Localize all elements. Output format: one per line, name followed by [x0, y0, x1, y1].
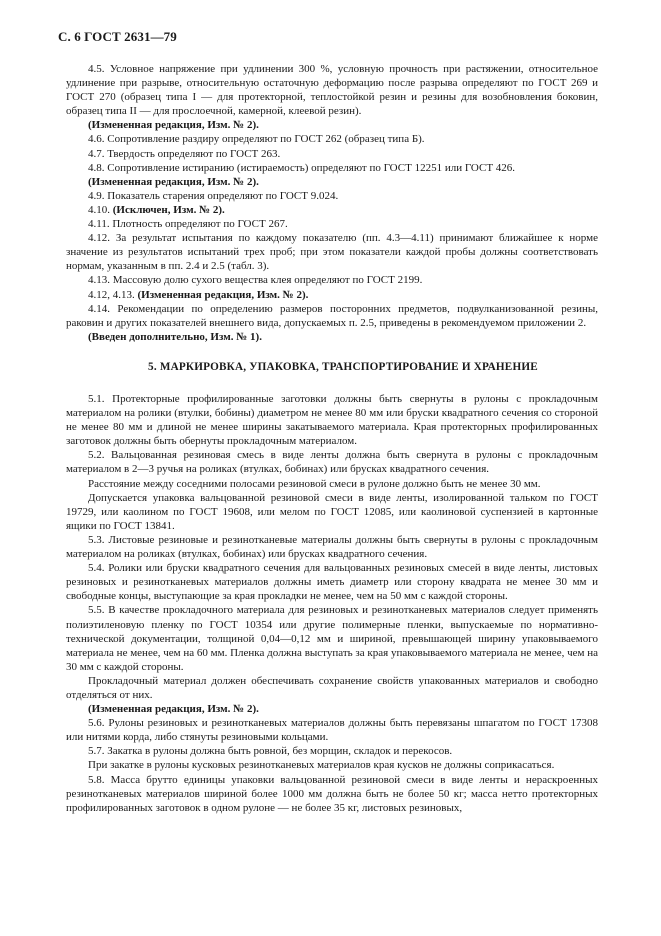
paragraph-4-13: 4.13. Массовую долю сухого вещества клея определяют по ГОСТ 2199. — [88, 274, 423, 287]
paragraph-5-2-allowed: Допускается упаковка вальцованной резиновой смеси в виде ленты, изолированной тальком по ГОСТ 19729, или каолином по ГОСТ 19608, или мелом по ГОСТ 12085, или каолиновой суспензией в картонные ящики по ГОСТ 13841. — [66, 491, 598, 532]
paragraph-4-11: 4.11. Плотность определяют по ГОСТ 267. — [88, 218, 288, 231]
paragraph-5-7-pieces: При закатке в рулоны кусковых резинотканевых материалов края кусков не должны соприкасаться. — [88, 759, 555, 772]
paragraph-5-4: 5.4. Ролики или бруски квадратного сечения для вальцованных резиновых смесей в виде ленты, листовых резиновых и резинотканевых материалов должны иметь диаметр или сторону квадрата не менее 30 мм и свободные концы, выступающие за края прокладки не менее, чем на 50 мм с каждой стороны. — [66, 562, 598, 603]
paragraph-4-6: 4.6. Сопротивление раздиру определяют по ГОСТ 262 (образец типа Б). — [88, 133, 425, 146]
amendment-note: (Измененная редакция, Изм. № 2). — [88, 175, 259, 188]
amendment-note: (Введен дополнительно, Изм. № 1). — [88, 330, 262, 343]
paragraph-number: 4.12, 4.13. — [88, 288, 138, 301]
paragraph-number: 4.10. — [88, 203, 113, 216]
paragraph-5-5-material: Прокладочный материал должен обеспечивать сохранение свойств упакованных материалов и свободно отделяться от них. — [66, 674, 598, 701]
paragraph-5-7: 5.7. Закатка в рулоны должна быть ровной, без морщин, складок и перекосов. — [88, 745, 453, 758]
paragraph-4-8: 4.8. Сопротивление истиранию (истираемость) определяют по ГОСТ 12251 или ГОСТ 426. — [88, 161, 516, 174]
paragraph-4-5: 4.5. Условное напряжение при удлинении 300 %, условную прочность при растяжении, относительное удлинение при разрыве, относительную остаточную деформацию после разрыва определяют по ГОСТ 269 и ГОСТ 270 (образец типа I — для протекторной, теплостойкой резин и резины для возобновления боковин, образец типа II — для прослоечной, камерной, клеевой резин). — [66, 63, 598, 118]
section-title: 5. МАРКИРОВКА, УПАКОВКА, ТРАНСПОРТИРОВАНИЕ И ХРАНЕНИЕ — [148, 361, 538, 373]
paragraph-4-7: 4.7. Твердость определяют по ГОСТ 263. — [88, 147, 281, 160]
amendment-note: (Измененная редакция, Изм. № 2). — [88, 119, 259, 132]
amendment-note: (Измененная редакция, Изм. № 2). — [88, 703, 259, 716]
paragraph-5-5: 5.5. В качестве прокладочного материала для резиновых и резинотканевых материалов следует применять полиэтиленовую пленку по ГОСТ 10354 или другие полимерные пленки, выпускаемые по нормативно-технической документации, толщиной 0,04—0,12 мм и шириной, превышающей ширину упаковываемого материала не менее, чем на 60 мм. Пленка должна выступать за края упаковываемого материала не менее, чем на 30 мм с каждой стороны. — [66, 604, 598, 673]
paragraph-4-12-4-13 — [66, 288, 598, 302]
paragraph-4-14: 4.14. Рекомендации по определению размеров посторонних предметов, подвулканизованной резины, раковин и других показателей внешнего вида, допускаемых п. 2.5, приведены в рекомендуемом приложении 2. — [66, 302, 598, 329]
paragraph-5-1: 5.1. Протекторные профилированные заготовки должны быть свернуты в рулоны с прокладочным материалом на ролики (втулки, бобины) диаметром не менее 80 мм или бруски квадратного сечения со стороной не менее 80 мм и длиной не менее ширины закатываемого материала. Края протекторных профилированных заготовок должны быть обернуты прокладочным материалом. — [66, 393, 598, 448]
paragraph-5-3: 5.3. Листовые резиновые и резинотканевые материалы должны быть свернуты в рулоны с прокладочным материалом на роликах (втулках, бобинах) или брусках квадратного сечения. — [66, 533, 598, 561]
paragraph-4-9: 4.9. Показатель старения определяют по ГОСТ 9.024. — [88, 189, 339, 202]
paragraph-4-12: 4.12. За результат испытания по каждому показателю (пп. 4.3—4.11) принимают ближайшее к норме значение из результатов испытаний трех проб; при этом показатели каждой пробы должны соответствовать нормам, указанным в пп. 2.4 и 2.5 (табл. 3). — [66, 232, 598, 273]
amendment-note: (Измененная редакция, Изм. № 2). — [137, 288, 309, 301]
amendment-note: (Исключен, Изм. № 2). — [112, 203, 225, 216]
paragraph-5-6: 5.6. Рулоны резиновых и резинотканевых материалов должны быть перевязаны шпагатом по ГОСТ 17308 или нитями корда, либо стянуты резиновыми кольцами. — [66, 717, 598, 744]
paragraph-5-2: 5.2. Вальцованная резиновая смесь в виде ленты должна быть свернута в рулоны с прокладочным материалом в 2—3 ручья на роликах (втулках, бобинах) или брусках квадратного сечения. — [66, 449, 598, 476]
top-text-block — [66, 62, 598, 344]
section-5-text-block — [66, 392, 598, 815]
paragraph-5-8: 5.8. Масса брутто единицы упаковки вальцованной резиновой смеси в виде ленты и нераскроенных резинотканевых материалов шириной более 1000 мм должна быть не более 50 кг; масса нетто протекторных профилированных заготовок в одном рулоне — не более 35 кг, листовых резиновых, — [66, 773, 598, 814]
page-header: С. 6 ГОСТ 2631—79 — [58, 29, 177, 44]
paragraph-4-10 — [66, 203, 598, 217]
paragraph-5-2-distance: Расстояние между соседними полосами резиновой смеси в рулоне должно быть не менее 30 мм. — [88, 477, 541, 490]
